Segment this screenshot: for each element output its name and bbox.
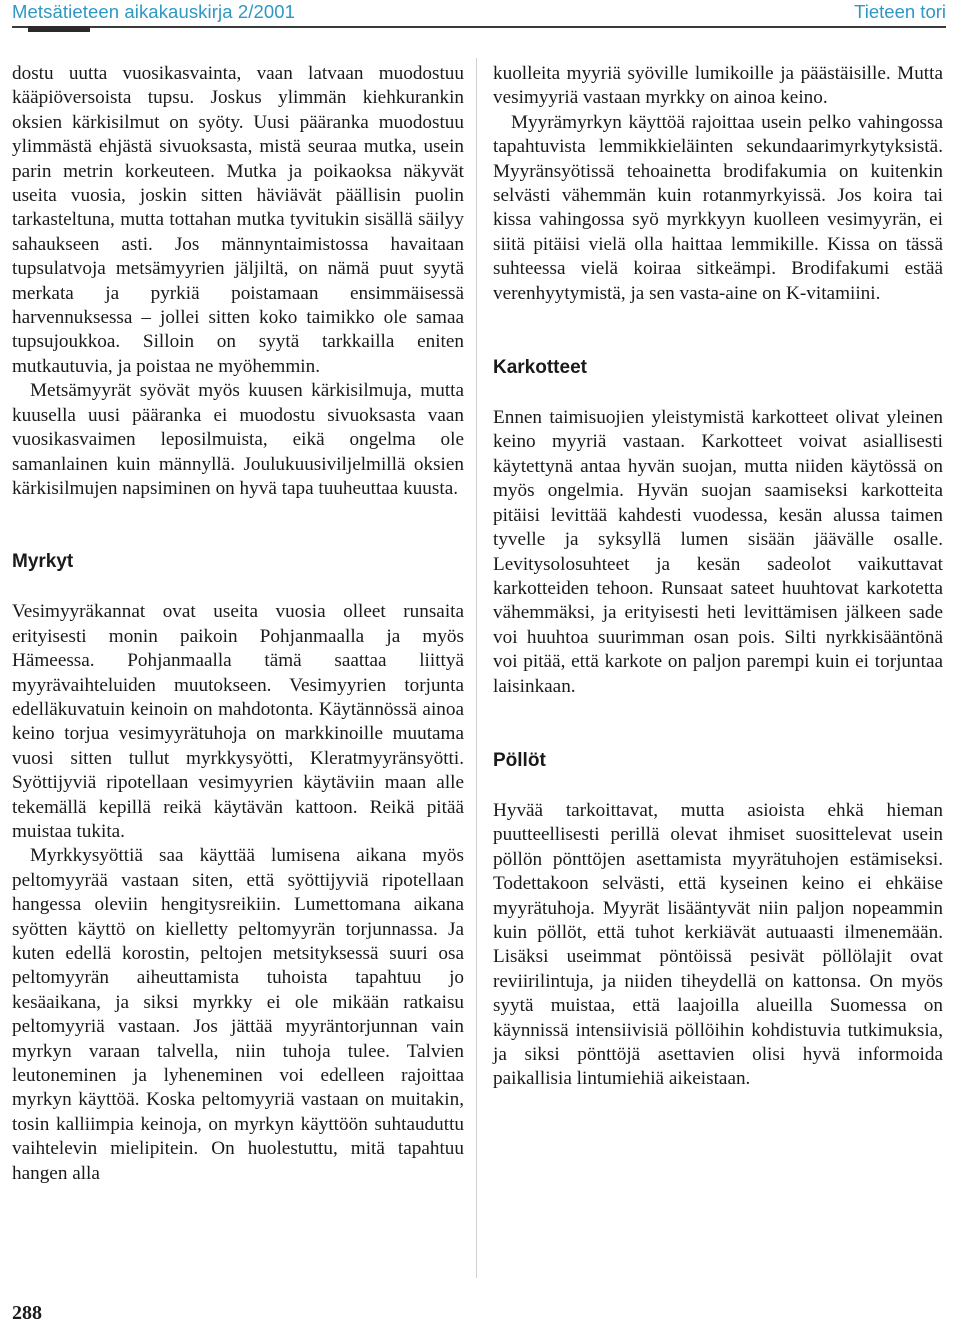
section-title: Tieteen tori [854, 1, 946, 22]
journal-title: Metsätieteen aikakauskirja 2/2001 [12, 1, 296, 22]
paragraph: Ennen taimisuojien yleistymistä karkotteet olivat yleinen keino myyriä vastaan. Karkotteet voivat asiallisesti käytettynä antaa hyvän suojan, mutta niiden käytössä on myös ongelmia. Hyvän suojan saamiseksi karkotteita pitäisi levittää kahdesti vuodessa, kesän alussa taimen tyvelle ja syksyllä lumen sisään jäävälle osalle. Levitysolosuhteet ja kesän sadeolot vaikuttavat karkotteiden tehoon. Runsaat sateet huuhtovat karkotetta vähemmäksi, ja erityisesti heti levittämisen jälkeen sade voi huuhtoa suurimman osan pois. Silti nyrkkisääntönä voi pitää, että karkote on paljon parempi kuin ei torjuntaa laisinkaan. [493, 407, 943, 697]
paragraph: Metsämyyrät syövät myös kuusen kärkisilmuja, mutta kuusella uusi pääranka ei muodostu sivuoksasta vaan vuosikasvaimen leposilmuista, eikä ongelma ole samanlainen kuin männyllä. Joulukuusiviljelmillä oksien kärkisilmujen napsiminen on hyvä tapa tuuheuttaa kuusta. [12, 380, 464, 499]
paragraph: Myyrämyrkyn käyttöä rajoittaa usein pelko vahingossa tapahtuvista lemmikkieläinten sekundaarimyrkytyksistä. Myyränsyötissä tehoainetta brodifakumia on kuitenkin selvästi vähemmän kuin rotanmyrkyissä. Jos koira tai kissa vahingossa syö myrkkyyn kuolleen vesimyyrän, ei siitä pitäisi vielä olla haittaa lemmikille. Kissa on tässä suhteessa vielä koiraa sitkeämpi. Brodifakumi estää verenhyytymistä, ja sen vasta-aine on K-vitamiini. [493, 111, 943, 304]
header-rule-tab [28, 26, 90, 32]
section-heading-myrkyt: Myrkyt [12, 551, 74, 573]
page-number: 288 [12, 1302, 42, 1324]
paragraph: kuolleita myyriä syöville lumikoille ja päästäisille. Mutta vesimyyriä vastaan myrkky on ainoa keino. [493, 63, 943, 109]
running-header [12, 0, 946, 40]
right-column [493, 62, 943, 1092]
section-heading-pollot: Pöllöt [493, 749, 546, 771]
header-rule [12, 26, 946, 28]
paragraph: Hyvää tarkoittavat, mutta asioista ehkä hieman puutteellisesti perillä olevat ihmiset suosittelevat usein pöllön pönttöjen asettamista myyrätuhojen estämiseksi. Todettakoon selvästi, että kyseinen keino ei ehkäise myyrätuhoja. Myyrät lisääntyvät niin paljon nopeammin kuin pöllöt, että tuhot kerkiävät autuaasti ilmenemään. Lisäksi useimmat pöntöissä pesivät pöllölajit ovat reviirilintuja, ja niiden tiheydellä on kattonsa. On myös syytä muistaa, että laajoilla alueilla Suomessa on käynnissä intensiivisiä pöllöihin kohdistuvia tutkimuksia, ja siksi pönttöjä asettavien olisi hyvä informoida paikallisia lintumiehiä aikeistaan. [493, 799, 943, 1090]
section-heading-karkotteet: Karkotteet [493, 357, 587, 379]
column-divider [476, 58, 477, 1278]
paragraph: dostu uutta vuosikasvainta, vaan latvaan muodostuu kääpiöversoista tupsu. Joskus ylimmän kiehkurankin oksien kärkisilmut on syöty. Uusi pääranka muodostuu ylimmästä ehjästä sivuoksasta, mistä seuraa mutka, usein parin metrin korkeuteen. Mutka ja poikaoksa näkyvät useita vuosia, joskin sitten häviävät päällisin puolin tarkasteltuna, mutta tottahan mutka tyvitukin sisällä säilyy sahaukseen asti. Jos männyntaimistossa havaitaan tupsulatvoja metsämyyrien jäljiltä, on nämä puut syytä merkata ja pyrkiä poistamaan ensimmäisessä harvennuksessa – jollei sitten koko taimikko ole samaa tupsujoukkoa. Silloin on syytä tarkkailla eniten mutkautuvia, ja poistaa ne myöhemmin. [12, 63, 464, 377]
paragraph: Vesimyyräkannat ovat useita vuosia olleet runsaita erityisesti monin paikoin Pohjanmaalla ja myös Hämeessa. Pohjanmaalla tämä saattaa liittyä myyrävaihteluiden muutokseen. Vesimyyrien torjunta edelläkuvatuin keinoin on mahdotonta. Käytännössä ainoa keino torjua vesimyyrätuhoja on markkinoille muutama vuosi sitten tullut myrkkysyötti, Kleratmyyränsyötti. Syöttijyviä ripotellaan vesimyyrien käytäviin maan alle tekemällä kepillä reikä käytävän kattoon. Reikä pitää muistaa tukita. [12, 601, 464, 842]
left-column [12, 62, 464, 1186]
paragraph: Myrkkysyöttiä saa käyttää lumisena aikana myös peltomyyrää vastaan siten, että syöttijyviä ripotellaan hangessa oleviin hengitysreikiin. Lumettomana aikana syötten käyttö on kielletty peltomyyrän torjunnassa. Ja kuten edellä korostin, peltojen metsityksessä suuri osa peltomyyrän aiheuttamista tuhoista tapahtuu jo kesäaikana, ja siksi myrkky ei ole mikään ratkaisu peltomyyriä vastaan. Jos jättää myyräntorjunnan vain myrkyn varaan talvella, niin tuhoja tulee. Talvien leutoneminen ja lyheneminen voi edelleen rajoittaa myrkyn käyttöä. Koska peltomyyriä vastaan on muitakin, tosin kalliimpia keinoja, on myrkyn käyttöön suhtauduttu vaihtelevin mielipitein. On huolestuttu, mitä tapahtuu hangen alla [12, 845, 464, 1184]
